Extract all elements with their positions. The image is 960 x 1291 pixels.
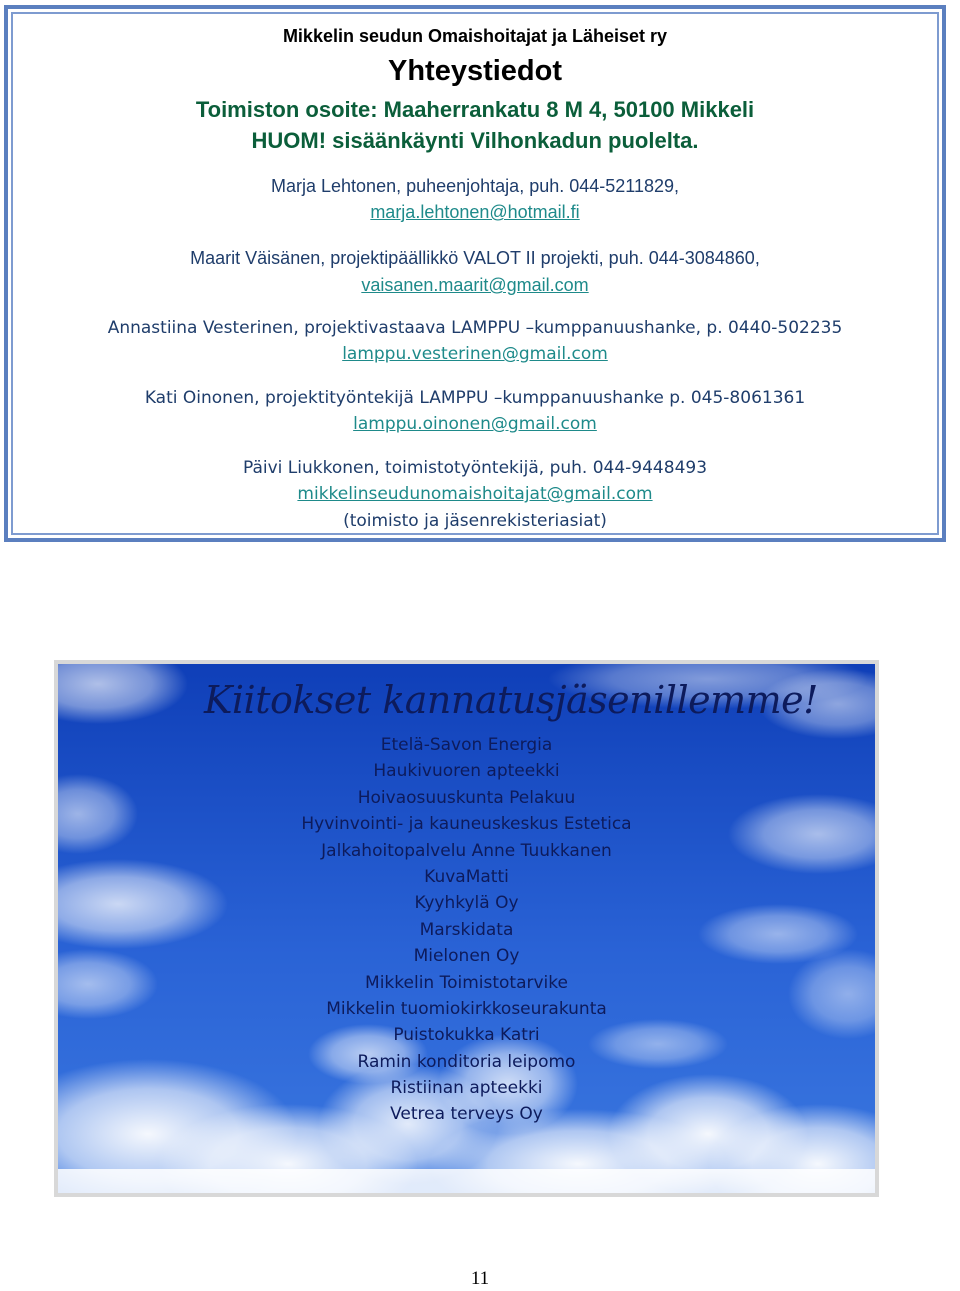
- sponsor-panel: [54, 660, 879, 1197]
- list-item: Kyyhkylä Oy: [414, 893, 519, 914]
- entrance-note: HUOM! sisäänkäynti Vilhonkadun puolelta.: [251, 128, 699, 153]
- contact-person-line: Päivi Liukkonen, toimistotyöntekijä, puh. 044-9448493: [242, 458, 708, 478]
- email-link[interactable]: lamppu.vesterinen@gmail.com: [342, 344, 608, 364]
- list-item: Etelä-Savon Energia: [380, 735, 553, 755]
- list-item: Ramin konditoria leipomo: [357, 1051, 576, 1072]
- list-item: KuvaMatti: [424, 866, 509, 887]
- contact-box: [4, 5, 946, 542]
- email-link[interactable]: mikkelinseudunomaishoitajat@gmail.com: [297, 484, 653, 504]
- list-item: Mielonen Oy: [413, 946, 520, 967]
- organization-name: Mikkelin seudun Omaishoitajat ja Läheiset ry: [282, 26, 668, 46]
- list-item: Mikkelin tuomiokirkkoseurakunta: [326, 998, 607, 1019]
- list-item: Ristiinan apteekki: [390, 1078, 543, 1099]
- office-address: Toimiston osoite: Maaherrankatu 8 M 4, 50100 Mikkeli: [195, 97, 755, 122]
- contact-person-line: Marja Lehtonen, puheenjohtaja, puh. 044-5211829,: [271, 176, 679, 196]
- list-item: Hyvinvointi- ja kauneuskeskus Estetica: [301, 814, 632, 835]
- list-item: Marskidata: [419, 919, 514, 940]
- list-item: Mikkelin Toimistotarvike: [365, 972, 568, 993]
- office-note: (toimisto ja jäsenrekisteriasiat): [343, 511, 607, 531]
- list-item: Jalkahoitopalvelu Anne Tuukkanen: [321, 840, 612, 861]
- contact-person-line: Annastiina Vesterinen, projektivastaava LAMPPU –kumppanuushanke, p. 0440-502235: [107, 318, 843, 338]
- sponsors-title: Kiitokset kannatusjäsenillemme!: [204, 678, 818, 722]
- contact-person-line: Kati Oinonen, projektityöntekijä LAMPPU –kumppanuushanke p. 045-8061361: [144, 388, 806, 408]
- page-title: Yhteystiedot: [387, 55, 563, 87]
- sponsor-list: [58, 732, 875, 1128]
- list-item: Hoivaosuuskunta Pelakuu: [357, 787, 576, 808]
- list-item: Puistokukka Katri: [393, 1025, 540, 1046]
- list-item: Vetrea terveys Oy: [390, 1104, 543, 1125]
- contact-person-line: Maarit Väisänen, projektipäällikkö VALOT II projekti, puh. 044-3084860,: [190, 248, 760, 268]
- email-link[interactable]: lamppu.oinonen@gmail.com: [353, 414, 597, 434]
- email-link[interactable]: vaisanen.maarit@gmail.com: [361, 275, 589, 295]
- list-item: Haukivuoren apteekki: [373, 761, 560, 782]
- email-link[interactable]: marja.lehtonen@hotmail.fi: [370, 202, 580, 222]
- page-number: 11: [470, 1268, 490, 1289]
